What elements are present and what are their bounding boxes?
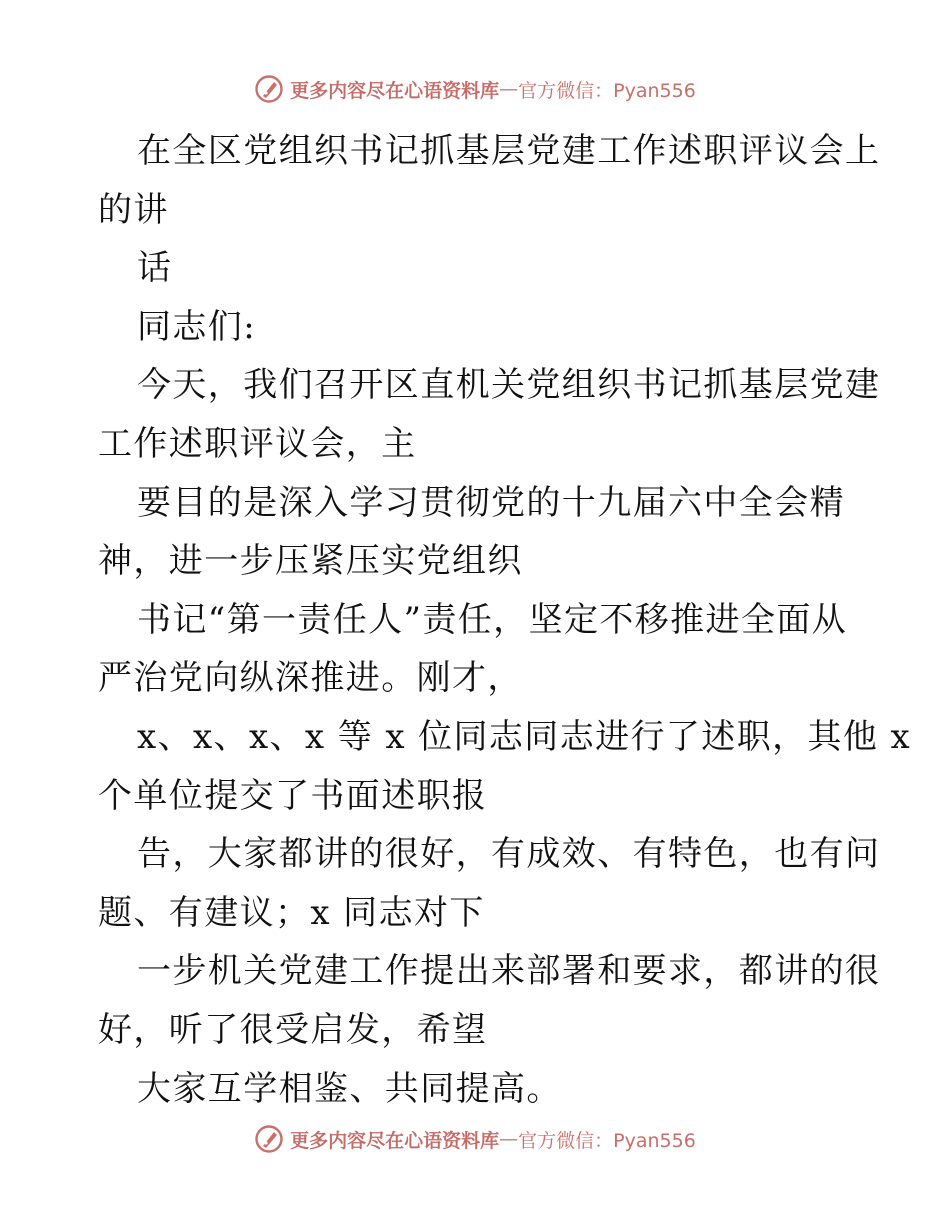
watermark-contact-text: 官方微信：Pyan556 xyxy=(518,79,696,102)
text-line: 工作述职评议会，主 xyxy=(98,423,417,464)
header-watermark xyxy=(0,72,950,106)
text-line: 一步机关党建工作提出来部署和要求，都讲的很 xyxy=(137,951,881,992)
text-line: 要目的是深入学习贯彻党的十九届六中全会精 xyxy=(137,482,845,523)
text-line: 在全区党组织书记抓基层党建工作述职评议会上 xyxy=(137,131,881,171)
text-line: 神，进一步压紧压实党组织 xyxy=(98,541,523,582)
text-line: 大家互学相鉴、共同提高。 xyxy=(137,1068,562,1109)
text-line: 告，大家都讲的很好，有成效、有特色，也有问 xyxy=(137,834,881,875)
watermark-main-text: 更多内容尽在心语资料库 xyxy=(290,1129,500,1152)
watermark-separator: — xyxy=(499,1128,519,1150)
watermark-separator: — xyxy=(499,78,519,100)
text-line: 同志们: xyxy=(137,306,257,347)
text-line: 今天，我们召开区直机关党组织书记抓基层党建 xyxy=(137,365,881,406)
text-line: 书记“第一责任人”责任，坚定不移推进全面从 xyxy=(137,599,848,640)
footer-watermark xyxy=(0,1122,950,1156)
text-line: 严治党向纵深推进。刚才， xyxy=(98,658,523,699)
pen-nib-logo-icon xyxy=(254,74,284,104)
text-line: 个单位提交了书面述职报 xyxy=(98,775,488,816)
watermark-contact-text: 官方微信：Pyan556 xyxy=(518,1129,696,1152)
pen-nib-logo-icon xyxy=(254,1124,284,1154)
watermark-main-text: 更多内容尽在心语资料库 xyxy=(290,79,500,102)
document-body xyxy=(98,122,912,1118)
text-line: 好，听了很受启发，希望 xyxy=(98,1009,488,1050)
text-line: 话 xyxy=(137,248,173,289)
text-line: 的讲 xyxy=(98,189,169,230)
text-line: 题、有建议；x 同志对下 xyxy=(98,892,485,933)
text-line: x、x、x、x 等 x 位同志同志进行了述职，其他 x xyxy=(137,716,912,757)
